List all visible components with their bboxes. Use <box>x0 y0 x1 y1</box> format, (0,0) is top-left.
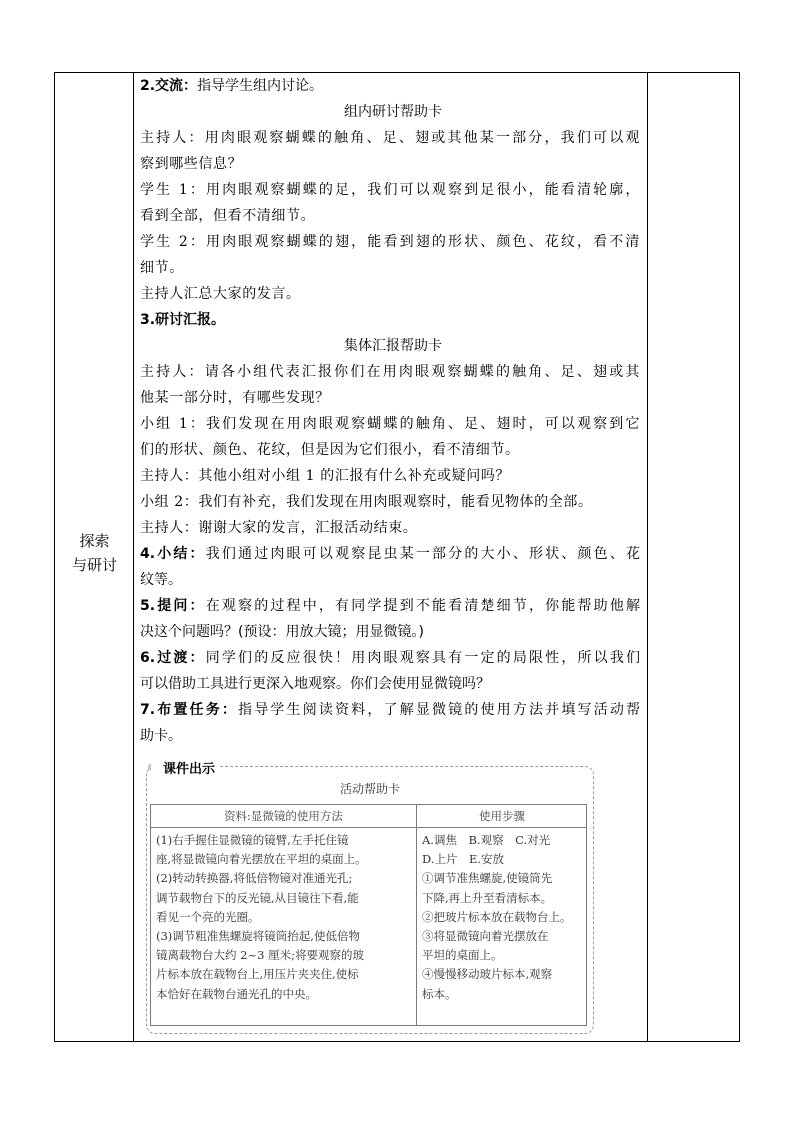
step-7-cont: 助卡。 <box>140 728 182 744</box>
step-3: 3.研讨汇报。 <box>140 312 226 328</box>
table-header-material: 资料:显微镜的使用方法 <box>224 809 343 823</box>
steps-line: ③将显微镜向着光摆放在 <box>422 929 549 944</box>
steps-line: 标本。 <box>422 986 457 1001</box>
dialogue-line: 小组 1：我们发现在用肉眼观察蝴蝶的触角、足、翅时，可以观察到它 <box>140 416 640 432</box>
microscope-table <box>150 804 587 1026</box>
material-line: 本恰好在载物台通光孔的中央。 <box>156 986 317 1001</box>
section-label: 探索 与研讨 <box>71 532 117 574</box>
material-line: 片标本放在载物台上,用压片夹夹住,使标 <box>156 967 359 982</box>
dialogue-line: 学生 1：用肉眼观察蝴蝶的足，我们可以观察到足很小，能看清轮廓， <box>140 182 640 198</box>
material-line: 座,将显微镜向着光摆放在平坦的桌面上。 <box>156 852 367 867</box>
dialogue-line: 主持人：用肉眼观察蝴蝶的触角、足、翅或其他某一部分，我们可以观 <box>140 130 640 146</box>
material-line: (2)转动转换器,将低倍物镜对准通光孔; <box>156 871 353 886</box>
material-line: (3)调节粗准焦螺旋将镜筒抬起,使低倍物 <box>156 929 360 944</box>
dialogue-line: 看到全部，但看不清细节。 <box>140 208 316 224</box>
step-7: 7.布置任务：指导学生阅读资料，了解显微镜的使用方法并填写活动帮 <box>140 702 640 718</box>
dialogue-line: 察到哪些信息？ <box>140 156 243 172</box>
steps-line: 平坦的桌面上。 <box>422 948 503 963</box>
material-line: 镜离载物台大约 2~3 厘米;将要观察的玻 <box>156 948 364 963</box>
dialogue-line: 小组 2：我们有补充，我们发现在用肉眼观察时，能看见物体的全部。 <box>140 494 593 510</box>
material-text <box>156 831 367 1004</box>
material-line: 看见一个亮的光圈。 <box>156 909 260 924</box>
steps-line: ④慢慢移动玻片标本,观察 <box>422 967 553 982</box>
dialogue-line: 主持人汇总大家的发言。 <box>140 286 301 302</box>
step-5-cont: 决这个问题吗？(预设：用放大镜；用显微镜。) <box>140 624 424 640</box>
steps-line: ②把玻片标本放在载物台上。 <box>422 909 572 924</box>
dialogue-line: 学生 2：用肉眼观察蝴蝶的翅，能看到翅的形状、颜色、花纹，看不清 <box>140 234 640 250</box>
inner-column-divider <box>416 805 417 1025</box>
dialogue-line: 主持人：请各小组代表汇报你们在用肉眼观察蝴蝶的触角、足、翅或其 <box>140 364 640 380</box>
material-line: (1)右手握住显微镜的镜臂,左手托住镜 <box>156 833 349 847</box>
step-5: 5.提问：在观察的过程中，有同学提到不能看清楚细节，你能帮助他解 <box>140 598 640 614</box>
step-6: 6.过渡：同学们的反应很快！用肉眼观察具有一定的局限性，所以我们 <box>140 650 640 666</box>
activity-card-title: 活动帮助卡 <box>339 782 400 796</box>
step-4: 4.小结：我们通过肉眼可以观察昆虫某一部分的大小、形状、颜色、花 <box>140 546 640 562</box>
inner-header-divider <box>151 827 586 828</box>
step-2: 2.交流：指导学生组内讨论。 <box>140 78 324 94</box>
card-title-group-report: 集体汇报帮助卡 <box>344 338 442 354</box>
dialogue-line: 主持人：谢谢大家的发言，汇报活动结束。 <box>140 520 418 536</box>
steps-line: 下降,再上升至看清标本。 <box>422 890 553 905</box>
steps-line: A.调焦 B.观察 C.对光 <box>422 833 551 847</box>
step-6-cont: 可以借助工具进行更深入地观察。你们会使用显微镜吗？ <box>140 676 490 692</box>
courseware-tag: 课件出示 <box>151 758 219 777</box>
steps-line: D.上片 E.安放 <box>422 852 505 867</box>
card-title-group-discussion: 组内研讨帮助卡 <box>344 104 442 120</box>
dialogue-line: 们的形状、颜色、花纹，但是因为它们很小，看不清细节。 <box>140 442 520 458</box>
steps-text <box>422 831 572 1004</box>
material-line: 调节载物台下的反光镜,从目镜往下看,能 <box>156 890 359 905</box>
table-header-steps: 使用步骤 <box>479 809 525 823</box>
step-4-cont: 纹等。 <box>140 572 182 588</box>
table-column-divider <box>647 73 648 1041</box>
dialogue-line: 细节。 <box>140 260 184 276</box>
steps-line: ①调节准焦螺旋,使镜筒先 <box>422 871 553 886</box>
dialogue-line: 主持人：其他小组对小组 1 的汇报有什么补充或疑问吗？ <box>140 468 511 484</box>
dialogue-line: 他某一部分时，有哪些发现？ <box>140 390 330 406</box>
